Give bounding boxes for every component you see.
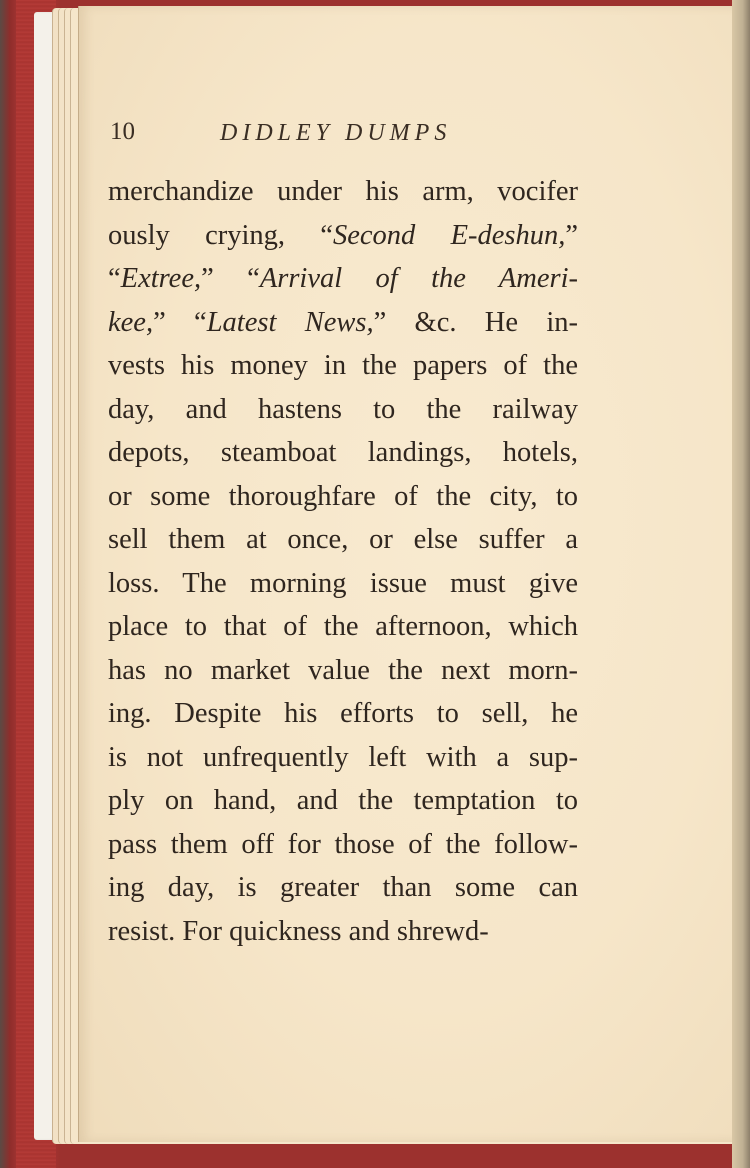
text-line bbox=[108, 562, 578, 606]
text-line bbox=[108, 823, 578, 867]
text-segment: vests his money in the papers of the bbox=[108, 350, 578, 381]
text-segment: “ bbox=[108, 263, 121, 294]
text-segment: ” “ bbox=[153, 306, 207, 338]
text-segment: pass them off for those of the follow- bbox=[108, 828, 578, 860]
text-line bbox=[108, 475, 578, 519]
text-segment: ” bbox=[565, 219, 578, 251]
text-line bbox=[108, 692, 578, 736]
text-line bbox=[108, 910, 578, 954]
text-segment: has no market value the next morn- bbox=[108, 654, 578, 686]
text-segment: or some thoroughfare of the city, to bbox=[108, 480, 578, 512]
text-line bbox=[108, 736, 578, 780]
text-segment: loss. The morning issue must give bbox=[108, 567, 578, 599]
text-line bbox=[108, 779, 578, 823]
italic-text: Latest News, bbox=[206, 306, 374, 338]
text-line bbox=[108, 518, 578, 562]
text-line bbox=[108, 866, 578, 910]
italic-text: Second E-deshun, bbox=[332, 219, 566, 251]
page-number: 10 bbox=[110, 118, 135, 145]
text-segment: sell them at once, or else suffer a bbox=[108, 524, 578, 555]
italic-text: Arrival of the Ameri- bbox=[259, 263, 578, 294]
text-segment: depots, steamboat landings, hotels, bbox=[108, 437, 578, 468]
text-line bbox=[108, 605, 578, 649]
text-segment: merchandize under his arm, vocifer bbox=[108, 176, 578, 207]
text-segment: ” “ bbox=[201, 263, 260, 294]
running-head: DIDLEY DUMPS bbox=[220, 120, 452, 146]
text-segment: ” &c. He in- bbox=[373, 306, 578, 338]
text-segment: ing day, is greater than some can bbox=[108, 872, 578, 903]
text-line bbox=[108, 649, 578, 693]
text-segment: ously crying, “ bbox=[108, 219, 333, 251]
text-segment: day, and hastens to the railway bbox=[108, 393, 578, 425]
page-right-edge bbox=[732, 0, 750, 1168]
text-segment: ply on hand, and the temptation to bbox=[108, 785, 578, 816]
text-line bbox=[108, 214, 578, 258]
text-segment: ing. Despite his efforts to sell, he bbox=[108, 698, 578, 729]
text-line bbox=[108, 301, 578, 345]
text-segment: is not unfrequently left with a sup- bbox=[108, 741, 578, 773]
text-line bbox=[108, 388, 578, 432]
text-line bbox=[108, 170, 578, 214]
text-segment: place to that of the afternoon, which bbox=[108, 611, 578, 642]
text-segment: resist. For quickness and shrewd- bbox=[108, 915, 489, 947]
body-text bbox=[108, 170, 578, 953]
italic-text: kee, bbox=[108, 306, 154, 338]
text-line bbox=[108, 431, 578, 475]
text-line bbox=[108, 344, 578, 388]
text-line bbox=[108, 257, 578, 301]
italic-text: Extree, bbox=[120, 263, 202, 294]
